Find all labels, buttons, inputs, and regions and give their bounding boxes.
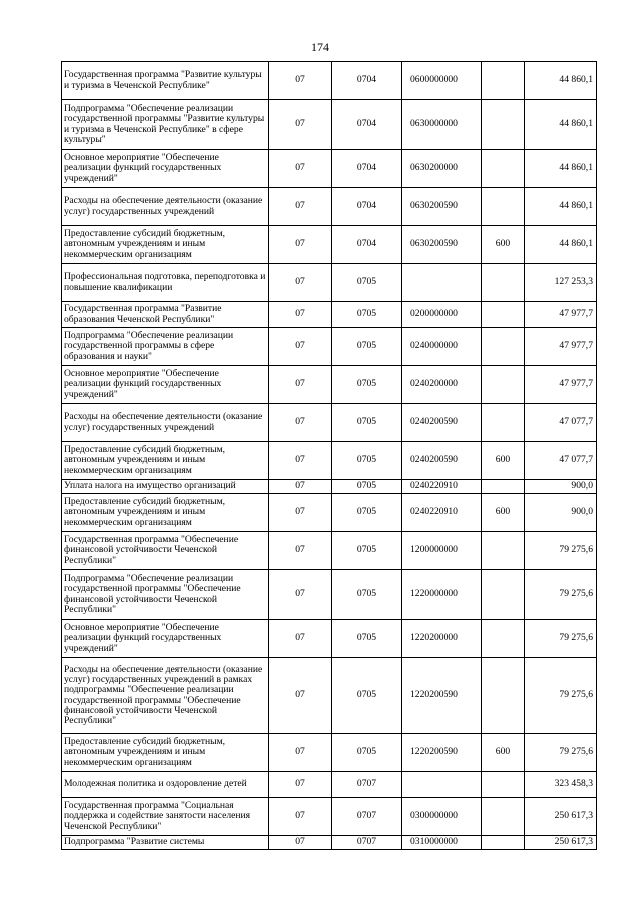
item-name-cell: Расходы на обеспечение деятельности (оказание услуг) государственных учреждений [62,404,269,442]
grbs-code-cell: 07 [269,226,332,264]
table-row [62,150,597,188]
section-code-cell: 0705 [332,658,402,734]
table-row [62,264,597,302]
expense-type-cell: 600 [482,494,525,532]
table-row [62,494,597,532]
target-article-cell: 1200000000 [402,532,482,570]
expense-type-cell: 600 [482,734,525,772]
amount-cell: 47 977,7 [525,366,597,404]
section-code-cell: 0705 [332,532,402,570]
page-number: 174 [311,40,329,54]
grbs-code-cell: 07 [269,658,332,734]
table-row [62,226,597,264]
section-code-cell: 0705 [332,404,402,442]
table-row [62,188,597,226]
grbs-code-cell: 07 [269,442,332,480]
amount-cell: 250 617,3 [525,836,597,850]
amount-cell: 44 860,1 [525,150,597,188]
section-code-cell: 0707 [332,798,402,836]
target-article-cell: 0310000000 [402,836,482,850]
expense-type-cell [482,100,525,150]
grbs-code-cell: 07 [269,366,332,404]
item-name-cell: Основное мероприятие "Обеспечение реализации функций государственных учреждений" [62,150,269,188]
grbs-code-cell: 07 [269,734,332,772]
target-article-cell [402,772,482,798]
table-row [62,836,597,850]
grbs-code-cell: 07 [269,62,332,100]
item-name-cell: Предоставление субсидий бюджетным, автономным учреждениям и иным некоммерческим организациям [62,494,269,532]
section-code-cell: 0705 [332,366,402,404]
target-article-cell: 0240200590 [402,404,482,442]
amount-cell: 79 275,6 [525,620,597,658]
item-name-cell: Предоставление субсидий бюджетным, автономным учреждениям и иным некоммерческим организациям [62,734,269,772]
table-row [62,100,597,150]
target-article-cell: 1220000000 [402,570,482,620]
item-name-cell: Уплата налога на имущество организаций [62,480,269,494]
grbs-code-cell: 07 [269,480,332,494]
item-name-cell: Государственная программа "Развитие культуры и туризма в Чеченской Республике" [62,62,269,100]
section-code-cell: 0705 [332,494,402,532]
grbs-code-cell: 07 [269,404,332,442]
target-article-cell: 0630000000 [402,100,482,150]
section-code-cell: 0705 [332,264,402,302]
expense-type-cell: 600 [482,442,525,480]
item-name-cell: Расходы на обеспечение деятельности (оказание услуг) государственных учреждений [62,188,269,226]
amount-cell: 44 860,1 [525,188,597,226]
item-name-cell: Государственная программа "Социальная поддержка и содействие занятости населения Чеченской Республики" [62,798,269,836]
expense-type-cell: 600 [482,226,525,264]
amount-cell: 44 860,1 [525,62,597,100]
grbs-code-cell: 07 [269,532,332,570]
section-code-cell: 0705 [332,442,402,480]
expense-type-cell [482,480,525,494]
target-article-cell: 0630200000 [402,150,482,188]
expense-type-cell [482,570,525,620]
target-article-cell: 0630200590 [402,226,482,264]
grbs-code-cell: 07 [269,264,332,302]
expense-type-cell [482,404,525,442]
amount-cell: 47 077,7 [525,404,597,442]
section-code-cell: 0704 [332,62,402,100]
target-article-cell: 0630200590 [402,188,482,226]
amount-cell: 79 275,6 [525,658,597,734]
expense-type-cell [482,264,525,302]
target-article-cell: 0240000000 [402,328,482,366]
amount-cell: 127 253,3 [525,264,597,302]
grbs-code-cell: 07 [269,494,332,532]
target-article-cell: 0600000000 [402,62,482,100]
target-article-cell: 1220200000 [402,620,482,658]
expense-type-cell [482,620,525,658]
section-code-cell: 0705 [332,328,402,366]
expense-type-cell [482,328,525,366]
amount-cell: 47 977,7 [525,328,597,366]
table-row [62,366,597,404]
item-name-cell: Подпрограмма "Обеспечение реализации государственной программы "Развитие культуры и туризма в Чеченской Республике" в сфере культуры" [62,100,269,150]
grbs-code-cell: 07 [269,836,332,850]
table-row [62,404,597,442]
table-row [62,570,597,620]
section-code-cell: 0707 [332,772,402,798]
amount-cell: 47 077,7 [525,442,597,480]
target-article-cell: 1220200590 [402,734,482,772]
amount-cell: 47 977,7 [525,302,597,328]
table-row [62,442,597,480]
amount-cell: 900,0 [525,494,597,532]
table-row [62,480,597,494]
amount-cell: 250 617,3 [525,798,597,836]
section-code-cell: 0705 [332,302,402,328]
section-code-cell: 0704 [332,226,402,264]
item-name-cell: Основное мероприятие "Обеспечение реализации функций государственных учреждений" [62,366,269,404]
expense-type-cell [482,366,525,404]
amount-cell: 79 275,6 [525,532,597,570]
amount-cell: 44 860,1 [525,100,597,150]
grbs-code-cell: 07 [269,570,332,620]
amount-cell: 79 275,6 [525,570,597,620]
item-name-cell: Подпрограмма "Обеспечение реализации государственной программы в сфере образования и науки" [62,328,269,366]
expense-type-cell [482,62,525,100]
expense-type-cell [482,188,525,226]
target-article-cell: 1220200590 [402,658,482,734]
section-code-cell: 0704 [332,188,402,226]
expense-type-cell [482,150,525,188]
item-name-cell: Молодежная политика и оздоровление детей [62,772,269,798]
grbs-code-cell: 07 [269,188,332,226]
table-row [62,658,597,734]
item-name-cell: Профессиональная подготовка, переподготовка и повышение квалификации [62,264,269,302]
amount-cell: 900,0 [525,480,597,494]
grbs-code-cell: 07 [269,620,332,658]
section-code-cell: 0705 [332,570,402,620]
grbs-code-cell: 07 [269,328,332,366]
section-code-cell: 0705 [332,734,402,772]
item-name-cell: Предоставление субсидий бюджетным, автономным учреждениям и иным некоммерческим организациям [62,442,269,480]
grbs-code-cell: 07 [269,302,332,328]
item-name-cell: Подпрограмма "Обеспечение реализации государственной программы "Обеспечение финансовой устойчивости Чеченской Республики" [62,570,269,620]
expense-type-cell [482,532,525,570]
expense-type-cell [482,798,525,836]
amount-cell: 44 860,1 [525,226,597,264]
target-article-cell [402,264,482,302]
budget-table [61,61,597,850]
table-row [62,734,597,772]
item-name-cell: Подпрограмма "Развитие системы [62,836,269,850]
item-name-cell: Предоставление субсидий бюджетным, автономным учреждениям и иным некоммерческим организациям [62,226,269,264]
item-name-cell: Государственная программа "Развитие образования Чеченской Республики" [62,302,269,328]
table-row [62,620,597,658]
section-code-cell: 0704 [332,150,402,188]
target-article-cell: 0240200000 [402,366,482,404]
target-article-cell: 0240220910 [402,494,482,532]
table-row [62,772,597,798]
grbs-code-cell: 07 [269,150,332,188]
table-body [62,62,597,850]
grbs-code-cell: 07 [269,772,332,798]
target-article-cell: 0240200590 [402,442,482,480]
table-row [62,798,597,836]
grbs-code-cell: 07 [269,100,332,150]
section-code-cell: 0704 [332,100,402,150]
table-row [62,532,597,570]
item-name-cell: Основное мероприятие "Обеспечение реализации функций государственных учреждений" [62,620,269,658]
target-article-cell: 0240220910 [402,480,482,494]
table-row [62,328,597,366]
amount-cell: 323 458,3 [525,772,597,798]
expense-type-cell [482,836,525,850]
table-row [62,302,597,328]
expense-type-cell [482,658,525,734]
amount-cell: 79 275,6 [525,734,597,772]
section-code-cell: 0707 [332,836,402,850]
section-code-cell: 0705 [332,480,402,494]
expense-type-cell [482,772,525,798]
table-row [62,62,597,100]
item-name-cell: Государственная программа "Обеспечение финансовой устойчивости Чеченской Республики" [62,532,269,570]
target-article-cell: 0300000000 [402,798,482,836]
grbs-code-cell: 07 [269,798,332,836]
item-name-cell: Расходы на обеспечение деятельности (оказание услуг) государственных учреждений в рамках подпрограммы "Обеспечение реализации государственной программы "Обеспечение финансовой устойчивости Чеченской Республики" [62,658,269,734]
section-code-cell: 0705 [332,620,402,658]
expense-type-cell [482,302,525,328]
target-article-cell: 0200000000 [402,302,482,328]
